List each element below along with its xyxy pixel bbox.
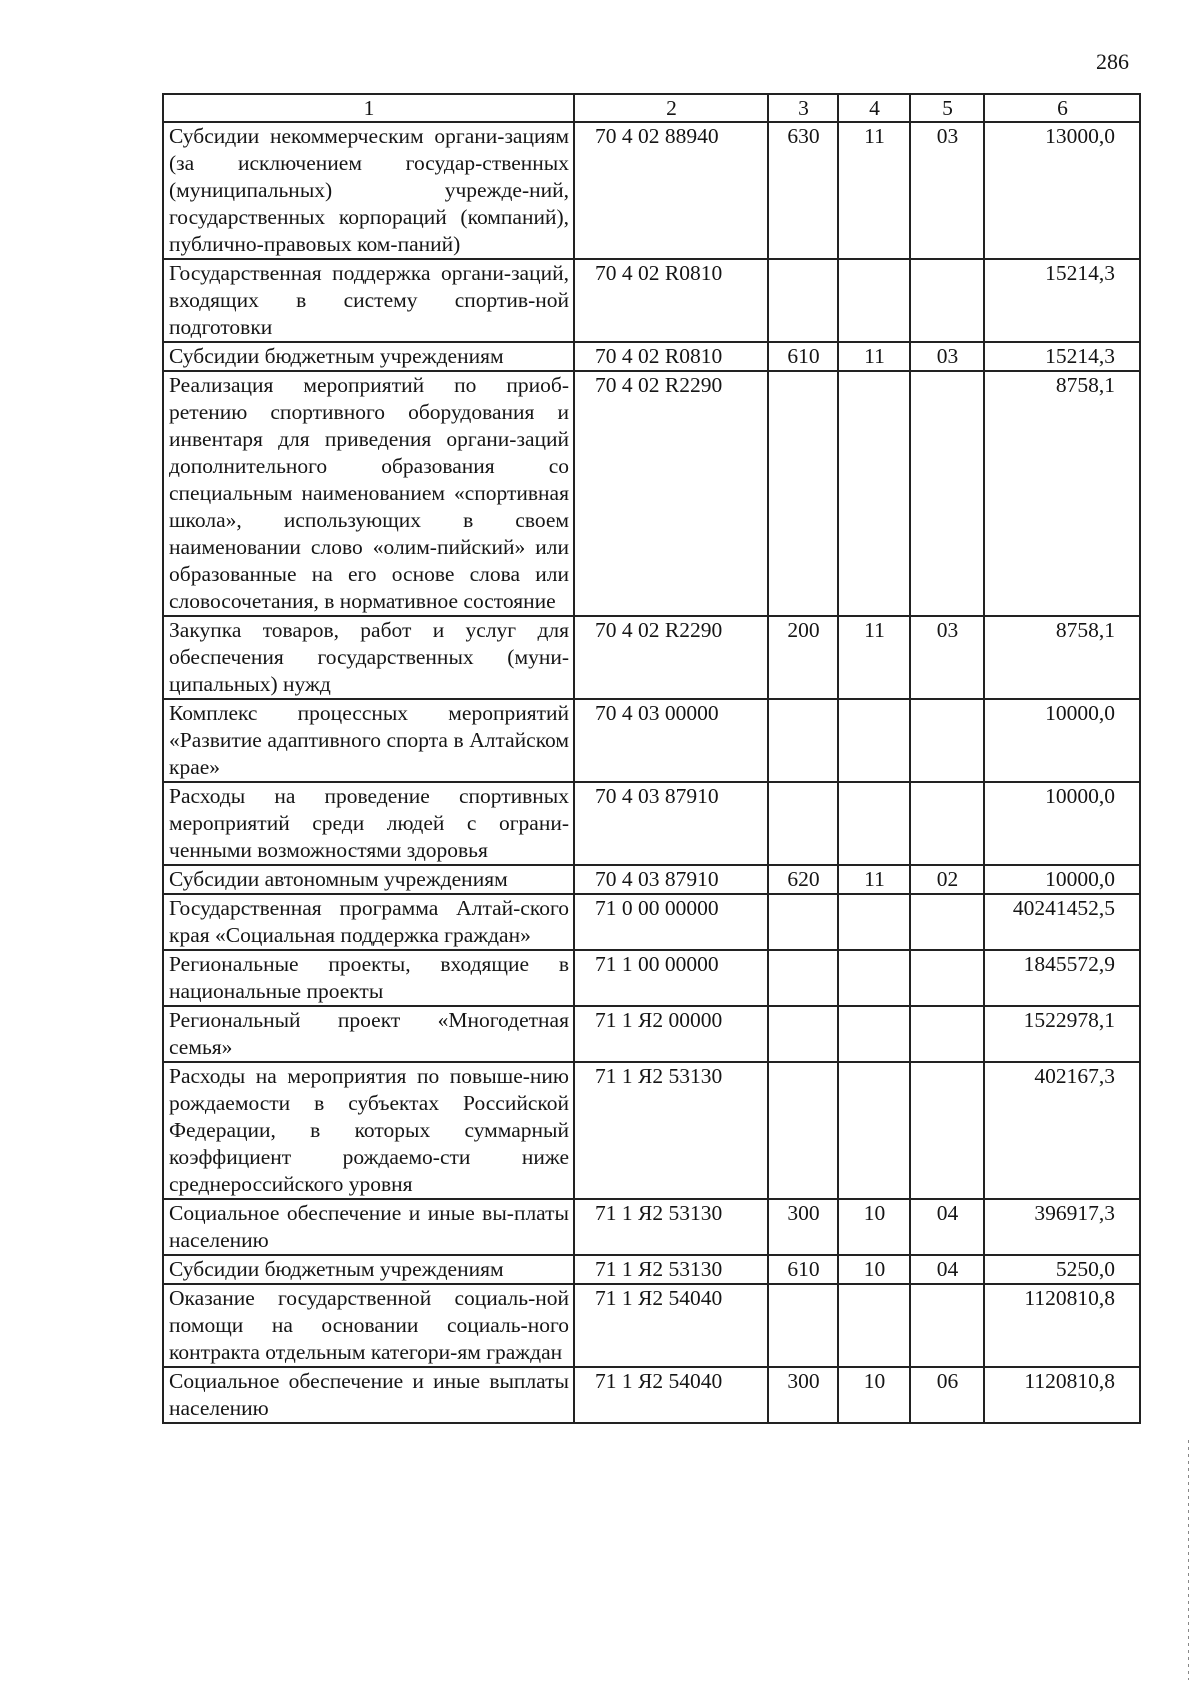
- row-code-cell: 70 4 02 88940: [574, 122, 768, 259]
- row-code-cell: 70 4 02 R2290: [574, 616, 768, 699]
- table-row: [163, 259, 1140, 342]
- row-sum-cell: 402167,3: [984, 1062, 1140, 1199]
- scan-edge-mark: [1188, 1440, 1189, 1680]
- row-sum-cell: 13000,0: [984, 122, 1140, 259]
- row-sum-cell: 1120810,8: [984, 1367, 1140, 1423]
- row-col3-cell: [768, 1284, 838, 1367]
- row-col5-cell: 04: [910, 1255, 984, 1284]
- row-name-cell: Расходы на мероприятия по повыше-нию рождаемости в субъектах Российской Федерации, в которых суммарный коэффициент рождаемо-сти ниже среднероссийского уровня: [163, 1062, 574, 1199]
- row-name-cell: Субсидии бюджетным учреждениям: [163, 342, 574, 371]
- row-sum-cell: 10000,0: [984, 699, 1140, 782]
- row-name-cell: Субсидии некоммерческим органи-зациям (за исключением государ-ственных (муниципальных) учрежде-ний, государственных корпораций (компаний), публично-правовых ком-паний): [163, 122, 574, 259]
- row-sum-cell: 1522978,1: [984, 1006, 1140, 1062]
- row-col3-cell: 620: [768, 865, 838, 894]
- table-row: [163, 342, 1140, 371]
- row-col4-cell: 10: [838, 1367, 910, 1423]
- row-sum-cell: 10000,0: [984, 865, 1140, 894]
- table-header: [163, 94, 1140, 122]
- row-col3-cell: [768, 782, 838, 865]
- row-code-cell: 71 1 Я2 53130: [574, 1255, 768, 1284]
- row-col3-cell: [768, 699, 838, 782]
- row-col5-cell: [910, 1062, 984, 1199]
- table-row: [163, 122, 1140, 259]
- row-col3-cell: [768, 1006, 838, 1062]
- column-header-4: 4: [838, 94, 910, 122]
- row-code-cell: 70 4 02 R0810: [574, 259, 768, 342]
- row-col3-cell: [768, 371, 838, 616]
- row-col4-cell: [838, 1006, 910, 1062]
- table-row: [163, 371, 1140, 616]
- row-col5-cell: 03: [910, 616, 984, 699]
- row-name-cell: Оказание государственной социаль-ной помощи на основании социаль-ного контракта отдельным категори-ям граждан: [163, 1284, 574, 1367]
- row-name-cell: Социальное обеспечение и иные выплаты населению: [163, 1367, 574, 1423]
- row-col3-cell: 300: [768, 1199, 838, 1255]
- row-col5-cell: [910, 950, 984, 1006]
- row-name-cell: Государственная программа Алтай-ского края «Социальная поддержка граждан»: [163, 894, 574, 950]
- row-sum-cell: 396917,3: [984, 1199, 1140, 1255]
- row-sum-cell: 1120810,8: [984, 1284, 1140, 1367]
- row-col5-cell: [910, 371, 984, 616]
- table-row: [163, 1255, 1140, 1284]
- row-sum-cell: 5250,0: [984, 1255, 1140, 1284]
- row-col3-cell: [768, 894, 838, 950]
- row-name-cell: Субсидии бюджетным учреждениям: [163, 1255, 574, 1284]
- row-col4-cell: [838, 1284, 910, 1367]
- row-col5-cell: [910, 1284, 984, 1367]
- row-code-cell: 71 1 Я2 54040: [574, 1284, 768, 1367]
- row-code-cell: 70 4 02 R2290: [574, 371, 768, 616]
- row-col4-cell: [838, 782, 910, 865]
- row-col5-cell: 03: [910, 122, 984, 259]
- row-code-cell: 70 4 03 87910: [574, 782, 768, 865]
- row-col3-cell: [768, 259, 838, 342]
- row-col4-cell: 11: [838, 122, 910, 259]
- row-code-cell: 70 4 03 87910: [574, 865, 768, 894]
- row-col5-cell: [910, 699, 984, 782]
- row-code-cell: 71 1 Я2 53130: [574, 1062, 768, 1199]
- header-row: [163, 94, 1140, 122]
- page-number: 286: [1096, 49, 1129, 74]
- row-name-cell: Социальное обеспечение и иные вы-платы населению: [163, 1199, 574, 1255]
- row-code-cell: 71 1 Я2 53130: [574, 1199, 768, 1255]
- row-col4-cell: 11: [838, 342, 910, 371]
- row-col5-cell: 04: [910, 1199, 984, 1255]
- row-col5-cell: 03: [910, 342, 984, 371]
- table-row: [163, 894, 1140, 950]
- table-row: [163, 1367, 1140, 1423]
- table-row: [163, 950, 1140, 1006]
- table-row: [163, 1062, 1140, 1199]
- table-row: [163, 1284, 1140, 1367]
- row-col3-cell: [768, 950, 838, 1006]
- row-sum-cell: 40241452,5: [984, 894, 1140, 950]
- row-col4-cell: [838, 950, 910, 1006]
- row-name-cell: Комплекс процессных мероприятий «Развитие адаптивного спорта в Алтайском крае»: [163, 699, 574, 782]
- row-col4-cell: [838, 259, 910, 342]
- row-col4-cell: 10: [838, 1255, 910, 1284]
- row-col3-cell: 300: [768, 1367, 838, 1423]
- table-row: [163, 616, 1140, 699]
- row-sum-cell: 1845572,9: [984, 950, 1140, 1006]
- row-col5-cell: 02: [910, 865, 984, 894]
- row-sum-cell: 8758,1: [984, 616, 1140, 699]
- row-col3-cell: 610: [768, 342, 838, 371]
- row-code-cell: 71 1 Я2 00000: [574, 1006, 768, 1062]
- row-code-cell: 70 4 03 00000: [574, 699, 768, 782]
- row-col3-cell: 630: [768, 122, 838, 259]
- row-name-cell: Региональные проекты, входящие в национальные проекты: [163, 950, 574, 1006]
- column-header-1: 1: [163, 94, 574, 122]
- table-row: [163, 1199, 1140, 1255]
- row-col4-cell: [838, 894, 910, 950]
- row-name-cell: Реализация мероприятий по приоб-ретению спортивного оборудования и инвентаря для приведения органи-заций дополнительного образования со специальным наименованием «спортивная школа», использующих в своем наименовании слово «олим-пийский» или образованные на его основе слова или словосочетания, в нормативное состояние: [163, 371, 574, 616]
- row-name-cell: Субсидии автономным учреждениям: [163, 865, 574, 894]
- column-header-2: 2: [574, 94, 768, 122]
- row-name-cell: Региональный проект «Многодетная семья»: [163, 1006, 574, 1062]
- budget-table: [162, 93, 1141, 1424]
- table-row: [163, 782, 1140, 865]
- row-col5-cell: [910, 782, 984, 865]
- row-sum-cell: 8758,1: [984, 371, 1140, 616]
- row-sum-cell: 10000,0: [984, 782, 1140, 865]
- row-col4-cell: [838, 1062, 910, 1199]
- table-row: [163, 699, 1140, 782]
- row-col4-cell: [838, 699, 910, 782]
- row-col3-cell: [768, 1062, 838, 1199]
- row-col3-cell: 200: [768, 616, 838, 699]
- row-sum-cell: 15214,3: [984, 342, 1140, 371]
- row-col4-cell: 10: [838, 1199, 910, 1255]
- column-header-3: 3: [768, 94, 838, 122]
- row-name-cell: Расходы на проведение спортивных мероприятий среди людей с ограни-ченными возможностями здоровья: [163, 782, 574, 865]
- row-name-cell: Государственная поддержка органи-заций, входящих в систему спортив-ной подготовки: [163, 259, 574, 342]
- table-body: [163, 122, 1140, 1423]
- row-col4-cell: [838, 371, 910, 616]
- row-code-cell: 70 4 02 R0810: [574, 342, 768, 371]
- row-col3-cell: 610: [768, 1255, 838, 1284]
- row-sum-cell: 15214,3: [984, 259, 1140, 342]
- row-col5-cell: 06: [910, 1367, 984, 1423]
- row-code-cell: 71 1 Я2 54040: [574, 1367, 768, 1423]
- row-code-cell: 71 0 00 00000: [574, 894, 768, 950]
- table-row: [163, 865, 1140, 894]
- row-col5-cell: [910, 259, 984, 342]
- row-col4-cell: 11: [838, 865, 910, 894]
- row-col5-cell: [910, 1006, 984, 1062]
- row-name-cell: Закупка товаров, работ и услуг для обеспечения государственных (муни-ципальных) нужд: [163, 616, 574, 699]
- row-col5-cell: [910, 894, 984, 950]
- row-col4-cell: 11: [838, 616, 910, 699]
- column-header-6: 6: [984, 94, 1140, 122]
- row-code-cell: 71 1 00 00000: [574, 950, 768, 1006]
- table-row: [163, 1006, 1140, 1062]
- column-header-5: 5: [910, 94, 984, 122]
